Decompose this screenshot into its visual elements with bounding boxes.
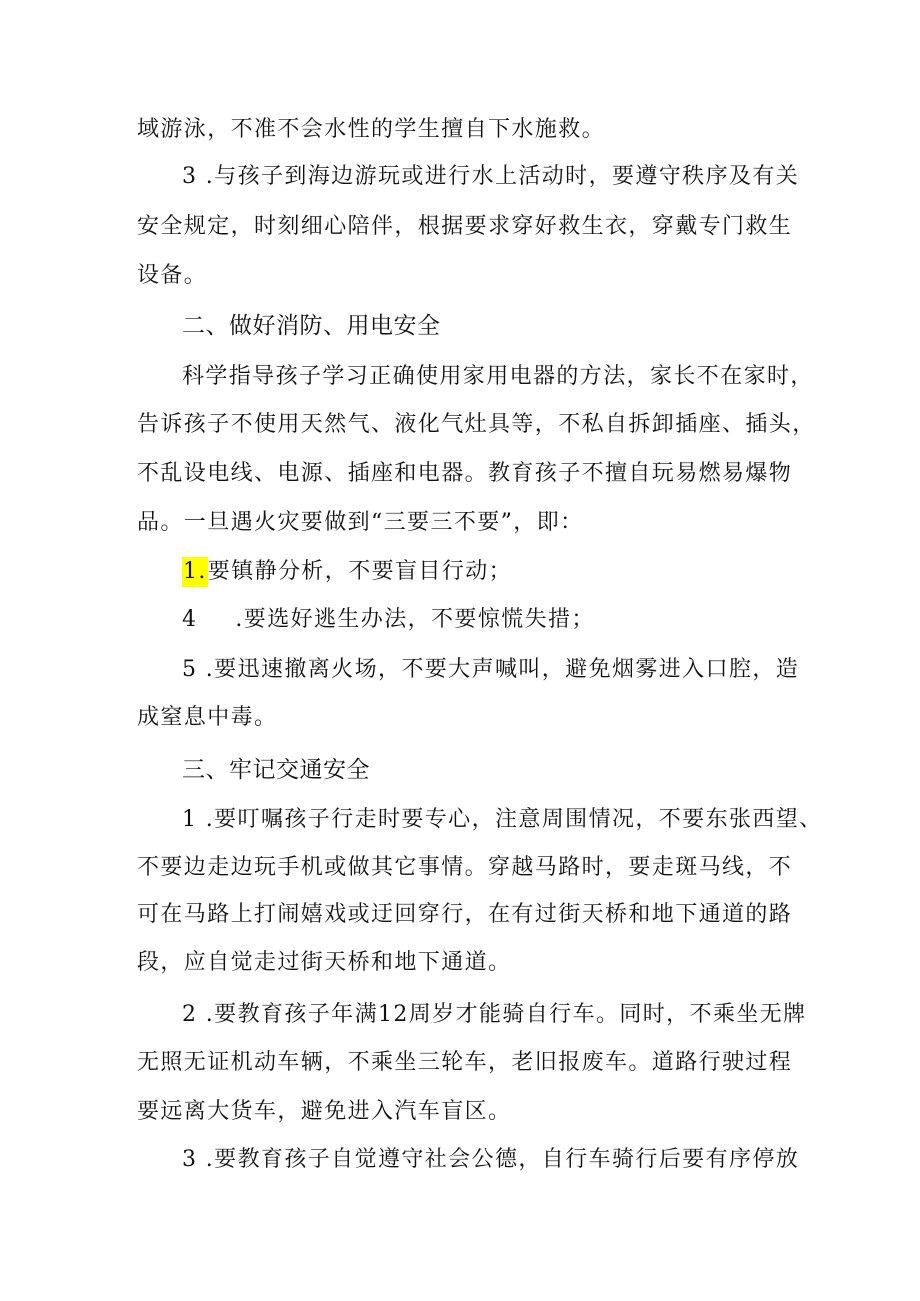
paragraph-line: 不乱设电线、电源、插座和电器。教育孩子不擅自玩易燃易爆物 [137,461,793,486]
paragraph-line: 3 .要教育孩子自觉遵守社会公德，自行车骑行后要有序停放 [182,1147,800,1172]
paragraph-line: 可在马路上打闹嬉戏或迂回穿行，在有过街天桥和地下通道的路 [137,902,793,927]
list-item-text: 要镇静分析，不要盲目行动； [207,559,512,584]
paragraph-line: 无照无证机动车辆，不乘坐三轮车，老旧报废车。道路行驶过程 [137,1050,793,1075]
paragraph-line: 科学指导孩子学习正确使用家用电器的方法，家长不在家时， [182,364,814,389]
list-item-fire-rule-1 [182,557,512,587]
paragraph-line: 成窒息中毒。 [137,705,278,730]
paragraph-line: 不要边走边玩手机或做其它事情。穿越马路时，要走斑马线，不 [137,855,793,880]
paragraph-line: 告诉孩子不使用天然气、液化气灶具等，不私自拆卸插座、插头， [137,412,816,437]
paragraph-line: 1 .要叮嘱孩子行走时要专心，注意周围情况，不要东张西望、 [182,807,823,832]
section-heading-traffic: 三、牢记交通安全 [182,757,370,783]
paragraph-line: 品。一旦遇火灾要做到“三要三不要”，即： [137,510,584,535]
list-item-text: .要选好逃生办法，不要惊慌失措； [235,607,595,632]
list-number: 4 [182,607,198,632]
section-heading-fire-electric: 二、做好消防、用电安全 [182,313,441,339]
paragraph-line: 3 .与孩子到海边游玩或进行水上活动时，要遵守秩序及有关 [182,164,800,189]
paragraph-line: 2 .要教育孩子年满12周岁才能骑自行车。同时，不乘坐无牌 [182,1002,807,1027]
paragraph-line: 5 .要迅速撤离火场，不要大声喊叫，避免烟雾进入口腔，造 [182,657,800,682]
paragraph-line: 设备。 [137,263,208,288]
paragraph-line: 要远离大货车，避免进入汽车盲区。 [137,1099,512,1124]
highlighted-list-number: 1. [182,557,208,587]
list-item-fire-rule-4 [182,605,595,635]
paragraph-line: 域游泳，不准不会水性的学生擅自下水施救。 [137,117,606,142]
paragraph-line: 安全规定，时刻细心陪伴，根据要求穿好救生衣，穿戴专门救生 [137,214,793,239]
paragraph-line: 段，应自觉走过街天桥和地下通道。 [137,950,512,975]
